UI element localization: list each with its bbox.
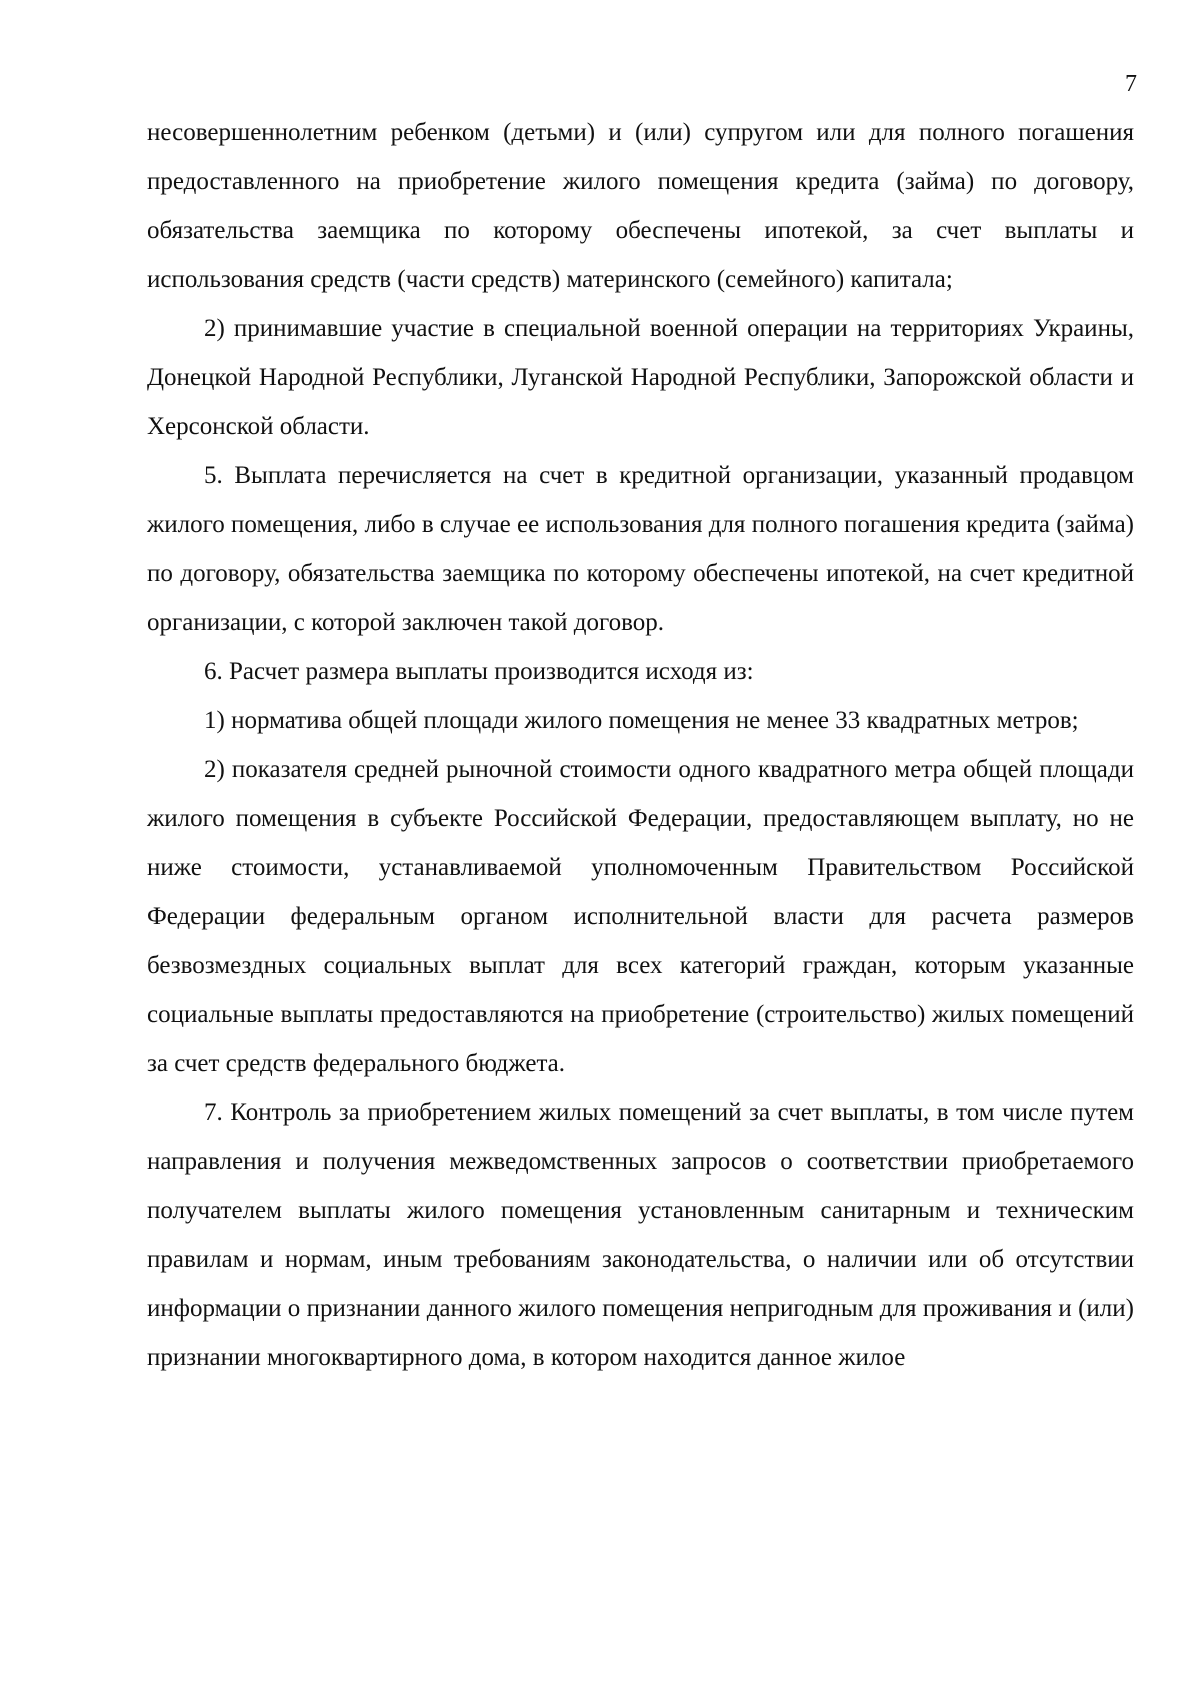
paragraph-5-payment-transfer: 5. Выплата перечисляется на счет в кредитной организации, указанный продавцом жилого помещения, либо в случае ее использования для полного погашения кредита (займа) по договору, обязательства заемщика по которому обеспечены ипотекой, на счет кредитной организации, с которой заключен такой договор. xyxy=(147,462,1134,636)
paragraph-6-item-1-area-norm: 1) норматива общей площади жилого помещения не менее 33 квадратных метров; xyxy=(204,707,1079,734)
document-body xyxy=(147,108,1134,1382)
paragraph-item-2-participants: 2) принимавшие участие в специальной военной операции на территориях Украины, Донецкой Народной Республики, Луганской Народной Республики, Запорожской области и Херсонской области. xyxy=(147,315,1134,440)
paragraph-6-calculation: 6. Расчет размера выплаты производится исходя из: xyxy=(204,658,754,685)
paragraph-continuation: несовершеннолетним ребенком (детьми) и (или) супругом или для полного погашения предоставленного на приобретение жилого помещения кредита (займа) по договору, обязательства заемщика по которому обеспечены ипотекой, за счет выплаты и использования средств (части средств) материнского (семейного) капитала; xyxy=(147,119,1134,293)
page-number: 7 xyxy=(1125,71,1137,97)
paragraph-6-item-2-market-price: 2) показателя средней рыночной стоимости одного квадратного метра общей площади жилого помещения в субъекте Российской Федерации, предоставляющем выплату, но не ниже стоимости, устанавливаемой уполномоченным Правительством Российской Федерации федеральным органом исполнительной власти для расчета размеров безвозмездных социальных выплат для всех категорий граждан, которым указанные социальные выплаты предоставляются на приобретение (строительство) жилых помещений за счет средств федерального бюджета. xyxy=(147,756,1134,1077)
paragraph-7-control: 7. Контроль за приобретением жилых помещений за счет выплаты, в том числе путем направления и получения межведомственных запросов о соответствии приобретаемого получателем выплаты жилого помещения установленным санитарным и техническим правилам и нормам, иным требованиям законодательства, о наличии или об отсутствии информации о признании данного жилого помещения непригодным для проживания и (или) признании многоквартирного дома, в котором находится данное жилое xyxy=(147,1099,1134,1371)
